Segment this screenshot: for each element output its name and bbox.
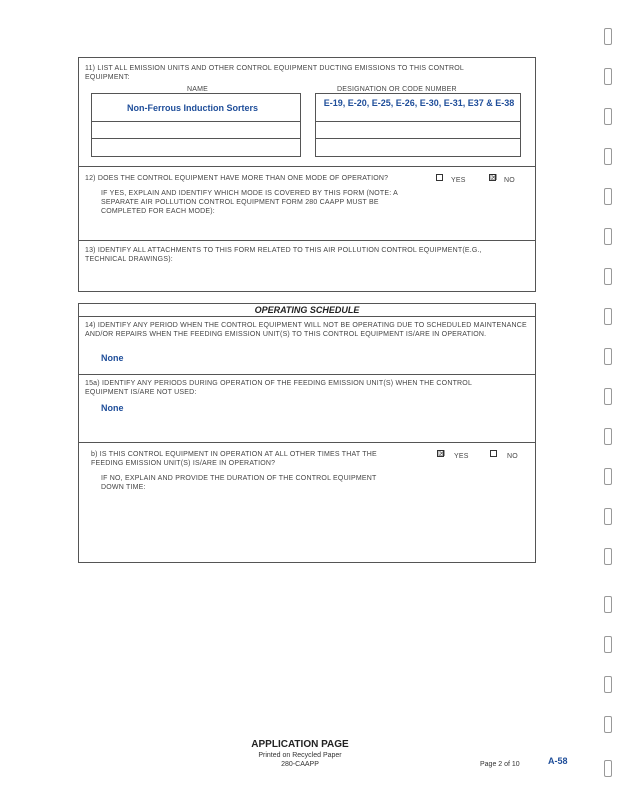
q15b-no-checkbox[interactable] — [490, 450, 497, 457]
designation-column-header: DESIGNATION OR CODE NUMBER — [337, 86, 457, 93]
name-cell-1[interactable] — [91, 93, 301, 122]
divider — [79, 374, 535, 375]
q12-no-label: NO — [504, 177, 515, 184]
name-cell-2[interactable] — [91, 121, 301, 139]
divider — [79, 442, 535, 443]
q15b-yes-label: YES — [454, 453, 469, 460]
q15b-yes-checkbox[interactable]: ☒ — [438, 449, 446, 458]
emission-units-section — [78, 57, 536, 292]
question-14: 14) IDENTIFY ANY PERIOD WHEN THE CONTROL EQUIPMENT WILL NOT BE OPERATING DUE TO SCHEDULED MAINTENANCE AND/OR REPAIRS WHEN THE FEEDING EMISSION UNIT(S) TO THIS CONTROL EQUIPMENT IS/ARE IN OPERATION. — [85, 322, 527, 338]
question-15b: b) IS THIS CONTROL EQUIPMENT IN OPERATION AT ALL OTHER TIMES THAT THE FEEDING EMISSION UNIT(S) IS/ARE IN OPERATION? — [91, 451, 377, 467]
operating-schedule-section — [78, 303, 536, 563]
divider — [79, 240, 535, 241]
q12-yes-label: YES — [451, 177, 466, 184]
operating-schedule-title: OPERATING SCHEDULE — [79, 304, 535, 317]
name-column-header: NAME — [187, 86, 209, 93]
q15b-no-label: NO — [507, 453, 518, 460]
question-15b-note: IF NO, EXPLAIN AND PROVIDE THE DURATION OF THE CONTROL EQUIPMENT DOWN TIME: — [101, 475, 377, 491]
footer-printed: Printed on Recycled Paper — [258, 752, 342, 759]
q12-yes-checkbox[interactable] — [436, 174, 443, 181]
q15a-answer[interactable]: None — [101, 403, 124, 413]
question-12-note: IF YES, EXPLAIN AND IDENTIFY WHICH MODE IS COVERED BY THIS FORM (NOTE: A SEPARATE AIR POLLUTION CONTROL EQUIPMENT FORM 280 CAAPP MUST BE COMPLETED FOR EACH MODE): — [101, 190, 398, 215]
footer-title: APPLICATION PAGE — [251, 739, 349, 750]
divider — [79, 166, 535, 167]
designation-cell-1[interactable] — [315, 93, 521, 122]
question-11: 11) LIST ALL EMISSION UNITS AND OTHER CONTROL EQUIPMENT DUCTING EMISSIONS TO THIS CONTROL EQUIPMENT: — [85, 65, 464, 81]
question-15a: 15a) IDENTIFY ANY PERIODS DURING OPERATION OF THE FEEDING EMISSION UNIT(S) WHEN THE CONTROL EQUIPMENT IS/ARE NOT USED: — [85, 380, 472, 396]
designation-cell-3[interactable] — [315, 138, 521, 157]
question-12: 12) DOES THE CONTROL EQUIPMENT HAVE MORE THAN ONE MODE OF OPERATION? — [85, 175, 389, 182]
footer-tag: A-58 — [548, 756, 568, 766]
footer-form-number: 280-CAAPP — [281, 761, 319, 768]
q12-no-checkbox[interactable]: ☒ — [490, 173, 498, 182]
name-cell-3[interactable] — [91, 138, 301, 157]
q14-answer[interactable]: None — [101, 353, 124, 363]
designation-cell-2[interactable] — [315, 121, 521, 139]
name-value: Non-Ferrous Induction Sorters — [127, 103, 259, 113]
designation-value: E-19, E-20, E-25, E-26, E-30, E-31, E37 & E-38 — [323, 98, 515, 108]
question-13: 13) IDENTIFY ALL ATTACHMENTS TO THIS FORM RELATED TO THIS AIR POLLUTION CONTROL EQUIPMENT(E.G., TECHNICAL DRAWINGS): — [85, 247, 482, 263]
footer-page-number: Page 2 of 10 — [480, 761, 520, 768]
